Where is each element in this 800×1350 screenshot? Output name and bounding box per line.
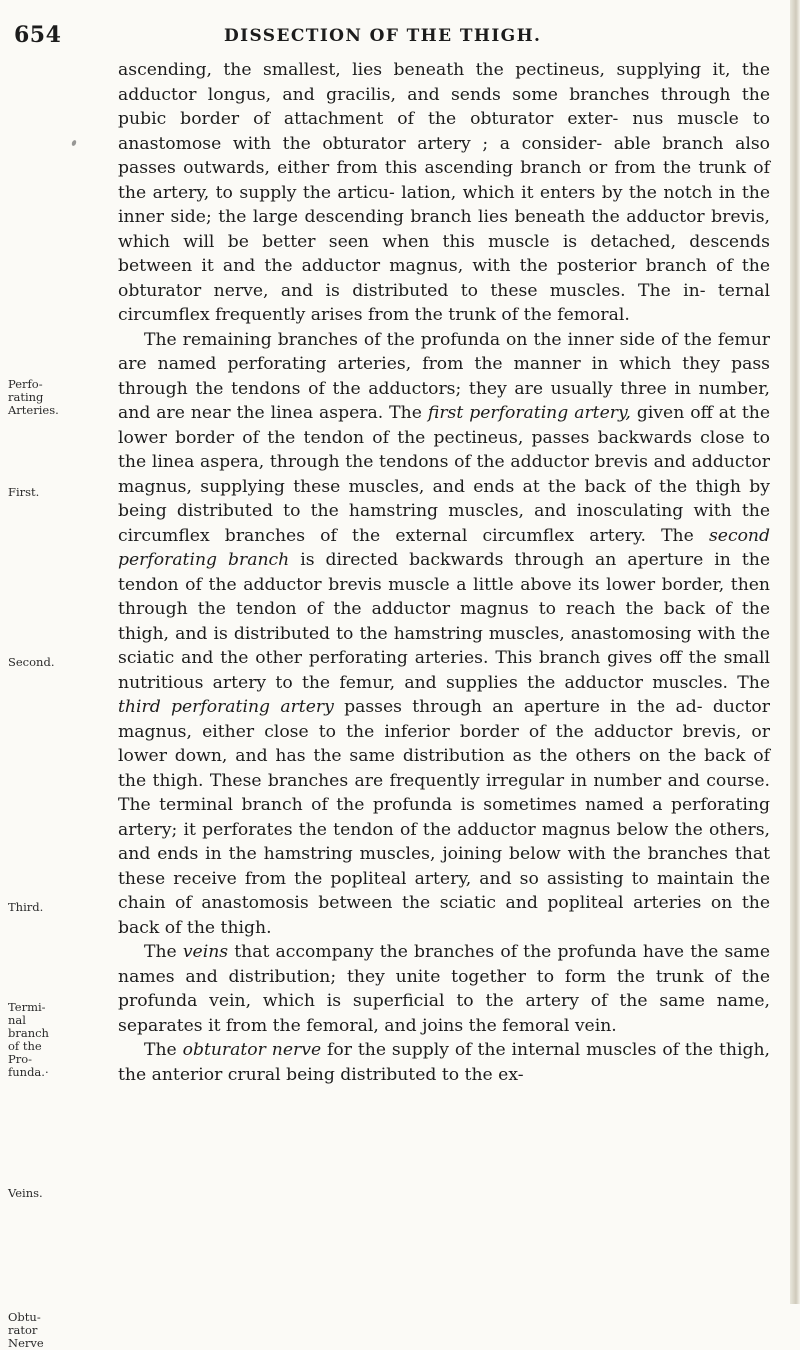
body-text <box>118 58 770 1087</box>
sidenote-obturator-nerve: Obtu- rator Nerve <box>8 1310 44 1350</box>
page-number: 654 <box>14 22 62 48</box>
running-head: DISSECTION OF THE THIGH. <box>224 26 542 46</box>
sidenote-third: Third. <box>8 900 44 914</box>
page-header <box>14 14 774 54</box>
paragraph-perforating-arteries: The remaining branches of the profunda on the inner side of the femur are named perforating arteries, from the manner in which they pass through the tendons of the adductors; they are usually three in number, and are near the linea aspera. The first perforating artery, given off at the lower border of the tendon of the pectineus, passes backwards close to the linea aspera, through the tendons of the adductor brevis and adductor magnus, supplying these muscles, and ends at the back of the thigh by being distributed to the hamstring muscles, and inosculating with the circumflex branches of the external circumflex artery. The second perforating branch is directed backwards through an aperture in the tendon of the adductor brevis muscle a little above its lower border, then through the tendon of the adductor magnus to reach the back of the thigh, and is distributed to the hamstring muscles, anastomosing with the sciatic and the other perforating arteries. This branch gives off the small nutritious artery to the femur, and supplies the adductor muscles. The third perforating artery passes through an aperture in the ad- ductor magnus, either close to the inferior border of the adductor brevis, or lower down, and has the same distribution as the others on the back of the thigh. These branches are frequently irregular in number and course. The terminal branch of the profunda is sometimes named a perforating artery; it perforates the tendon of the adductor magnus below the others, and ends in the hamstring muscles, joining below with the branches that these receive from the popliteal artery, and so assisting to maintain the chain of anastomosis between the sciatic and popliteal arteries on the back of the thigh. <box>118 329 770 938</box>
sidenote-perforating-arteries: Perfo- rating Arteries. <box>8 377 59 417</box>
term-veins: veins <box>182 942 229 962</box>
paragraph-ascending-branch: ascending, the smallest, lies beneath the pectineus, supplying it, the adductor longus, and gracilis, and sends some branches through the pubic border of attachment of the obturator exter- nus muscle to anastomose with the obturator artery ; a consider- able branch also passes outwards, either from this ascending branch or from the trunk of the artery, to supply the articu- lation, which it enters by the notch in the inner side; the large descending branch lies beneath the adductor brevis, which will be better seen when this muscle is detached, descends between it and the adductor magnus, with the posterior branch of the obturator nerve, and is distributed to these muscles. The in- ternal circumflex frequently arises from the trunk of the femoral. <box>118 60 770 325</box>
sidenote-second: Second. <box>8 655 55 669</box>
sidenote-veins: Veins. <box>8 1186 43 1200</box>
margin-notes <box>0 0 118 1350</box>
paragraph-obturator-nerve: The obturator nerve for the supply of the internal muscles of the thigh, the anterior crural being distributed to the ex- <box>118 1040 770 1085</box>
term-first-perforating: first perforating artery, <box>427 403 631 423</box>
page-edge <box>790 0 800 1304</box>
term-third-perforating: third perforating artery <box>118 697 334 717</box>
term-obturator-nerve: obturator nerve <box>182 1040 322 1060</box>
sidenote-terminal-branch: Termi- nal branch of the Pro- funda.· <box>8 1000 49 1079</box>
term-second-perforating: second perforating branch <box>118 525 770 570</box>
paragraph-veins: The veins that accompany the branches of the profunda have the same names and distribution; they unite together to form the trunk of the profunda vein, which is superficial to the artery of the same name, separates it from the femoral, and joins the femoral vein. <box>118 942 770 1036</box>
sidenote-first: First. <box>8 485 40 499</box>
